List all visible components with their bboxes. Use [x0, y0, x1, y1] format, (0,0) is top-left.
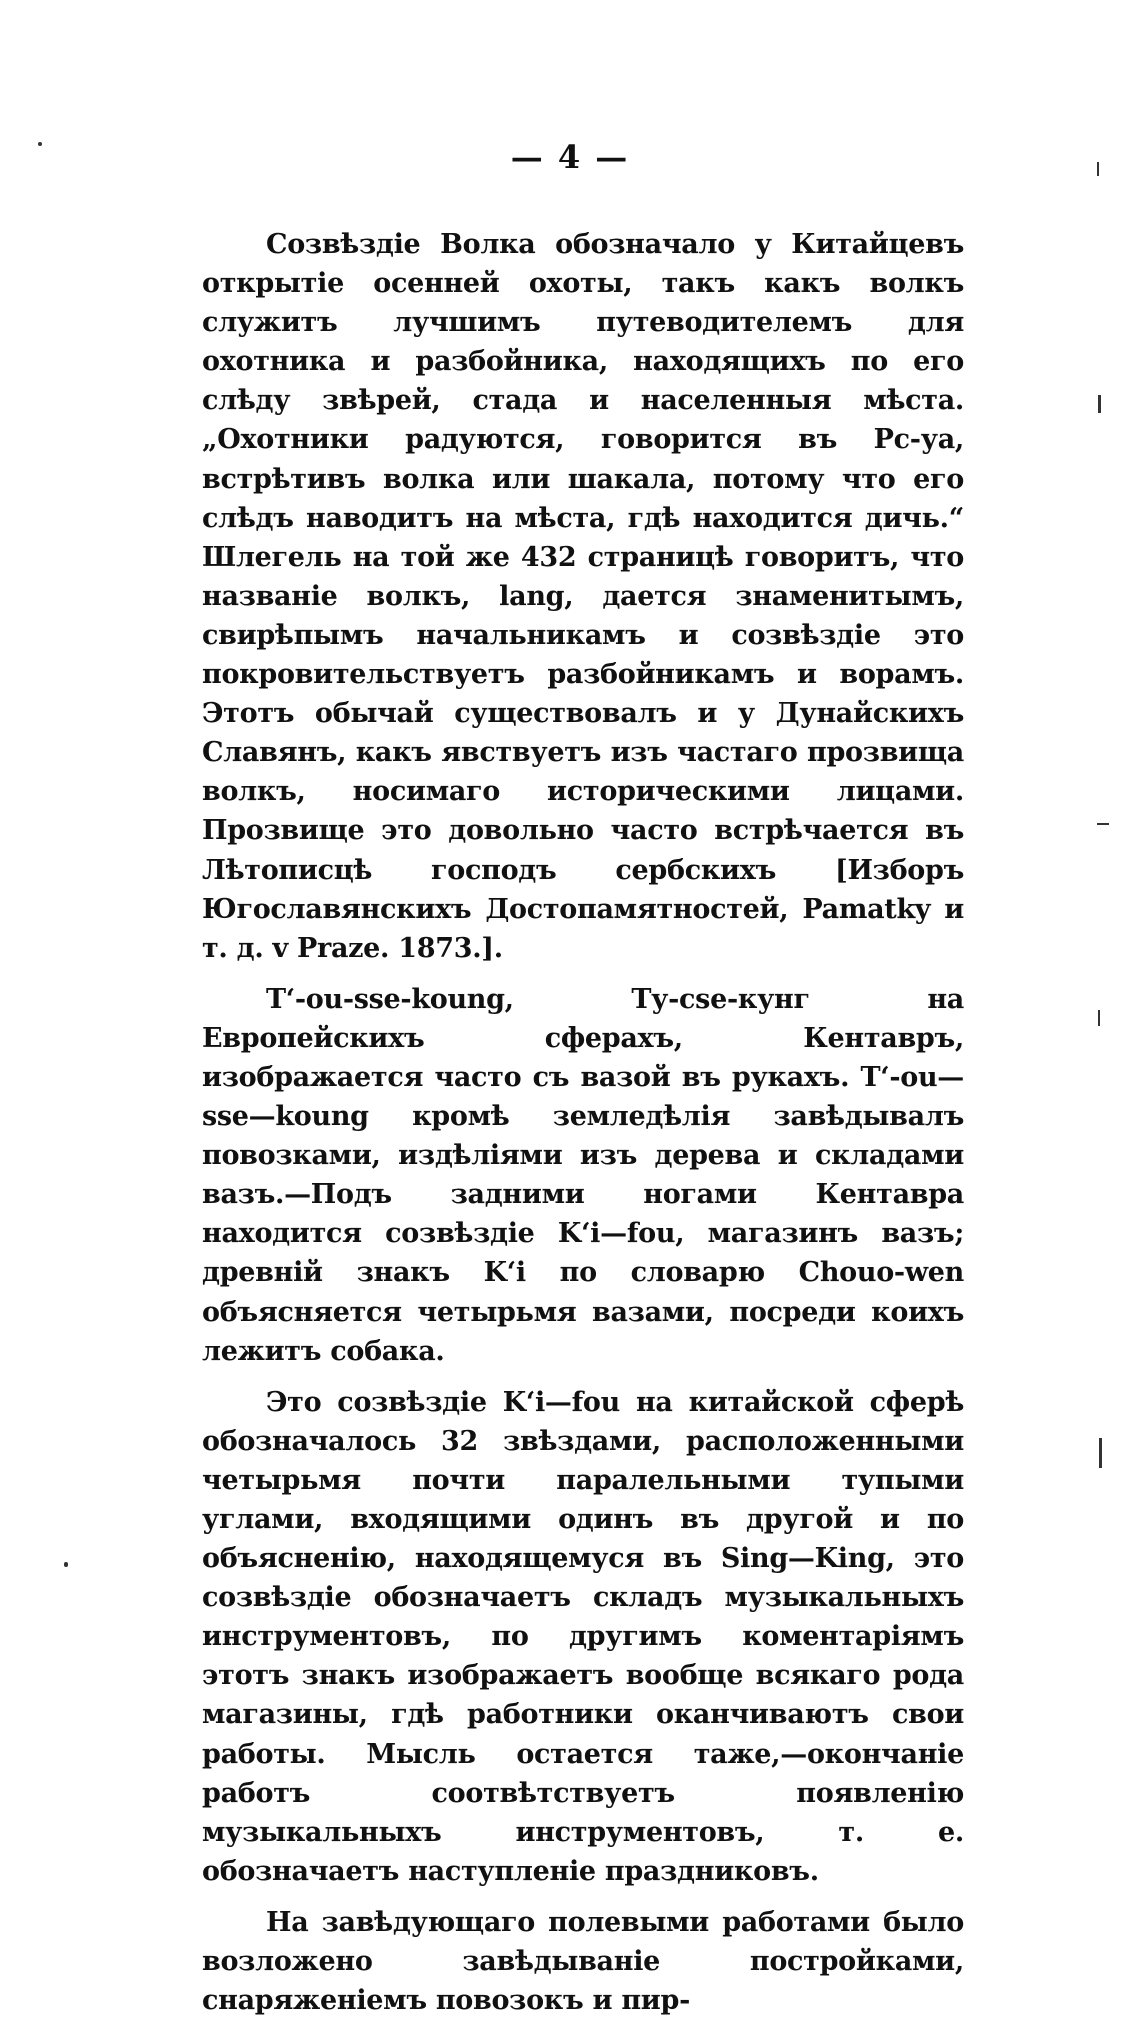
- body-text: [202, 225, 964, 2020]
- page-number: — 4 —: [510, 138, 630, 176]
- scan-speck: [1097, 823, 1109, 825]
- scan-speck: [1099, 1438, 1102, 1468]
- scan-speck: [64, 1562, 68, 1567]
- paragraph-ki-fou: Это созвѣздіе K‘i—fou на китайской сферѣ обозначалось 32 звѣздами, расположенными четырьмя почти паралельными тупыми углами, входящими одинъ въ другой и по объясненію, находящемуся въ Sing—King, это созвѣздіе обозначаетъ складъ музыкальныхъ инструментовъ, по другимъ коментаріямъ этотъ знакъ изображаетъ вообще всякаго рода магазины, гдѣ работники оканчиваютъ свои работы. Мысль остается таже,—окончаніе работъ соотвѣтствуетъ появленію музыкальныхъ инструментовъ, т. е. обозначаетъ наступленіе праздниковъ.: [202, 1386, 964, 1887]
- paragraph-field-works: На завѣдующаго полевыми работами было возложено завѣдываніе постройками, снаряженіемъ повозокъ и пир-: [202, 1906, 964, 2017]
- scan-speck: [1097, 162, 1099, 176]
- paragraph-wolf-constellation: Созвѣздіе Волка обозначало у Китайцевъ открытіе осенней охоты, такъ какъ волкъ служитъ лучшимъ путеводителемъ для охотника и разбойника, находящихъ по его слѣду звѣрей, стада и населенныя мѣста. „Охотники радуются, говорится въ Рс-уа, встрѣтивъ волка или шакала, потому что его слѣдъ наводитъ на мѣста, гдѣ находится дичь.“ Шлегель на той же 432 страницѣ говоритъ, что названіе волкъ, lang, дается знаменитымъ, свирѣпымъ начальникамъ и созвѣздіе это покровительствуетъ разбойникамъ и ворамъ. Этотъ обычай существовалъ и у Дунайскихъ Славянъ, какъ явствуетъ изъ частаго прозвища волкъ, носимаго историческими лицами. Прозвище это довольно часто встрѣчается въ Лѣтописцѣ господъ сербскихъ [Изборъ Югославянскихъ Достопамятностей, Pamatky и т. д. v Praze. 1873.].: [202, 229, 964, 964]
- scan-speck: [38, 142, 42, 146]
- scan-speck: [1098, 1010, 1100, 1026]
- scan-speck: [1098, 395, 1101, 413]
- paragraph-centaur: T‘-ou-sse-koung, Ту-сsе-кунг на Европейскихъ сферахъ, Кентавръ, изображается часто съ вазой въ рукахъ. T‘-ou—sse—koung кромѣ земледѣлія завѣдывалъ повозками, издѣліями изъ дерева и складами вазъ.—Подъ задними ногами Кентавра находится созвѣздіе K‘i—fou, магазинъ вазъ; древній знакъ K‘i по словарю Chouo-wen объясняется четырьмя вазами, посреди коихъ лежитъ собака.: [202, 983, 964, 1367]
